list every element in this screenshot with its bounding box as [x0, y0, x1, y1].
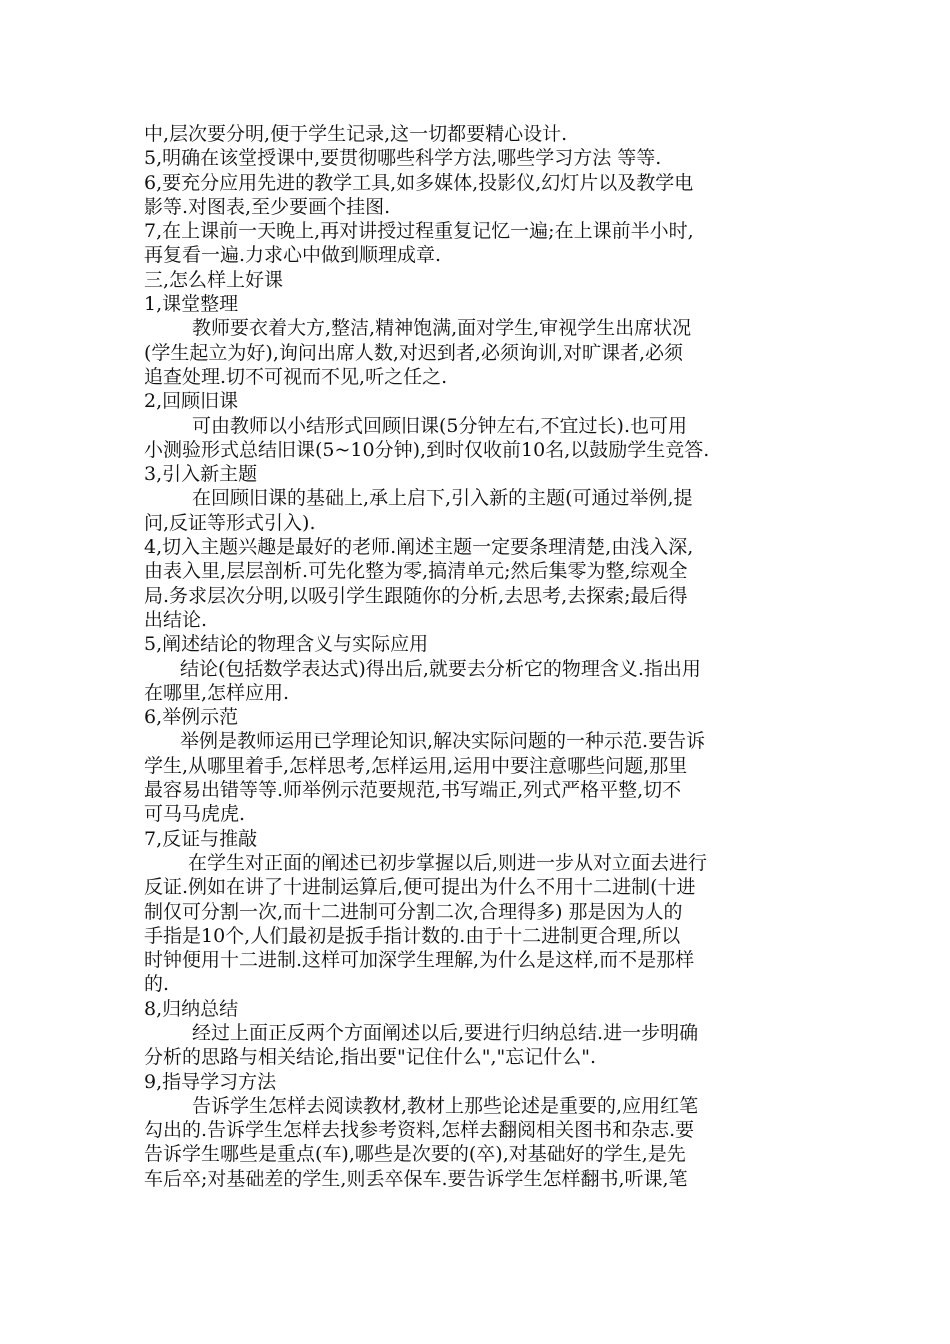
text-line: 教师要衣着大方,整洁,精神饱满,面对学生,审视学生出席状况 [192, 317, 692, 340]
text-line: 制仅可分割一次,而十二进制可分割二次,合理得多) 那是因为人的 [144, 900, 683, 923]
text-line: 在哪里,怎样应用. [144, 681, 290, 704]
text-line: 分析的思路与相关结论,指出要"记住什么","忘记什么". [144, 1046, 597, 1069]
text-line: 4,切入主题兴趣是最好的老师.阐述主题一定要条理清楚,由浅入深, [144, 536, 694, 559]
text-line: 三,怎么样上好课 [144, 268, 284, 291]
text-line: 5,明确在该堂授课中,要贯彻哪些科学方法,哪些学习方法 等等. [144, 147, 662, 170]
text-line: 反证.例如在讲了十进制运算后,便可提出为什么不用十二进制(十进 [144, 876, 696, 899]
text-line: 3,引入新主题 [144, 463, 258, 486]
text-line: 局.务求层次分明,以吸引学生跟随你的分析,去思考,去探索;最后得 [144, 584, 688, 607]
text-line: 在学生对正面的阐述已初步掌握以后,则进一步从对立面去进行 [188, 851, 708, 874]
text-line: 追查处理.切不可视而不见,听之任之. [144, 365, 448, 388]
text-line: 结论(包括数学表达式)得出后,就要去分析它的物理含义.指出用 [180, 657, 701, 680]
text-line: 可由教师以小结形式回顾旧课(5分钟左右,不宜过长).也可用 [192, 414, 687, 437]
text-line: 小测验形式总结旧课(5~10分钟),到时仅收前10名,以鼓励学生竞答. [144, 438, 710, 461]
text-line: 举例是教师运用已学理论知识,解决实际问题的一种示范.要告诉 [180, 730, 706, 753]
text-line: 影等.对图表,至少要画个挂图. [144, 195, 391, 218]
text-line: 9,指导学习方法 [144, 1070, 277, 1093]
text-line: 6,举例示范 [144, 706, 239, 729]
text-line: 车后卒;对基础差的学生,则丢卒保车.要告诉学生怎样翻书,听课,笔 [144, 1167, 688, 1190]
text-line: 在回顾旧课的基础上,承上启下,引入新的主题(可通过举例,提 [192, 487, 693, 510]
text-line: 经过上面正反两个方面阐述以后,要进行归纳总结.进一步明确 [192, 1021, 699, 1044]
text-line: 告诉学生怎样去阅读教材,教材上那些论述是重要的,应用红笔 [192, 1094, 699, 1117]
text-line: 问,反证等形式引入). [144, 511, 316, 534]
document-body [144, 122, 814, 1191]
text-line: 学生,从哪里着手,怎样思考,怎样运用,运用中要注意哪些问题,那里 [144, 754, 688, 777]
text-line: 由表入里,层层剖析.可先化整为零,搞清单元;然后集零为整,综观全 [144, 560, 688, 583]
text-line: 7,在上课前一天晚上,再对讲授过程重复记忆一遍;在上课前半小时, [144, 220, 694, 243]
text-line: 8,归纳总结 [144, 997, 239, 1020]
text-line: 可马马虎虎. [144, 803, 246, 826]
text-line: 再复看一遍.力求心中做到顺理成章. [144, 244, 442, 267]
text-line: 2,回顾旧课 [144, 390, 239, 413]
text-line: 5,阐述结论的物理含义与实际应用 [144, 633, 429, 656]
text-line: 中,层次要分明,便于学生记录,这一切都要精心设计. [144, 123, 568, 145]
text-line: 6,要充分应用先进的教学工具,如多媒体,投影仪,幻灯片以及教学电 [144, 171, 694, 194]
text-line: 出结论. [144, 608, 208, 631]
text-line: 最容易出错等等.师举例示范要规范,书写端正,列式严格平整,切不 [144, 779, 682, 802]
text-line: 7,反证与推敲 [144, 827, 258, 850]
text-line: (学生起立为好),询问出席人数,对迟到者,必须询训,对旷课者,必须 [144, 341, 684, 364]
text-line: 勾出的.告诉学生怎样去找参考资料,怎样去翻阅相关图书和杂志.要 [144, 1119, 695, 1142]
text-line: 手指是10个,人们最初是扳手指计数的.由于十二进制更合理,所以 [144, 924, 681, 947]
text-line: 告诉学生哪些是重点(车),哪些是次要的(卒),对基础好的学生,是先 [144, 1143, 686, 1166]
text-line: 时钟便用十二进制.这样可加深学生理解,为什么是这样,而不是那样 [144, 949, 695, 972]
text-line: 的. [144, 973, 170, 996]
text-line: 1,课堂整理 [144, 293, 239, 316]
